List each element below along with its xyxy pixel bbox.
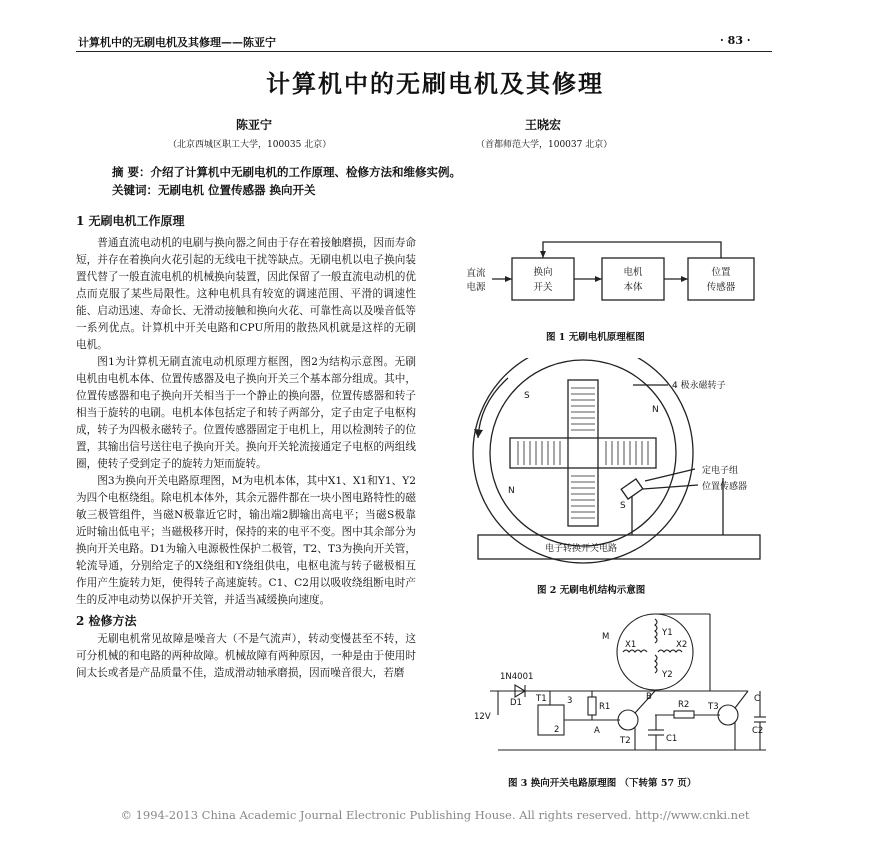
section-1-heading: 1 无刷电机工作原理	[76, 214, 185, 228]
section-1-paragraph-1: 普通直流电动机的电刷与换向器之间由于存在着接触磨损，因而寿命短，并存在着换向火花引起的无线电干扰等缺点。无刷电机以电子换向装置代替了一般直流电机的机械换向装置，因此保留了一般直流电动机的优点而克服了某些局限性。这种电机具有较宽的调速范围、平滑的调速性能、启动迅速、寿命长、无滑动接触和换向火花、可靠性高以及噪音低等一系列优点。计算机中开关电路和CPU所用的散热风机就是这样的无刷电机。	[76, 237, 416, 351]
figure-3-caption: 图 3 换向开关电路原理图 （下转第 57 页）	[508, 778, 697, 789]
section-2-paragraph-1: 无刷电机常见故障是噪音大（不是气流声），转动变慢甚至不转，这可分机械的和电路的两种故障。机械故障有两种原因，一种是由于使用时间太长或者是产品质量不佳，造成滑动轴承磨损，因而噪音很大，若磨	[76, 633, 416, 679]
author-2-affiliation: （首都师范大学，100037 北京）	[476, 140, 613, 150]
fig2-pole-s-top: S	[524, 391, 530, 401]
fig2-rotor-label: 4 极永磁转子	[672, 381, 726, 391]
fig3-d1: D1	[510, 698, 522, 708]
fig3-t3: T3	[708, 702, 719, 712]
rotor-bar-vertical	[568, 380, 598, 526]
fig3-c2: C2	[752, 726, 764, 736]
figure-2-motor-structure	[440, 358, 770, 573]
fig1-box1-line1: 换向	[533, 267, 553, 278]
author-1-affiliation: （北京西城区职工大学，100035 北京）	[168, 140, 332, 150]
fig3-x2: X2	[676, 640, 688, 650]
rotor-bar-horizontal	[510, 438, 656, 468]
keywords: 关键词：无刷电机 位置传感器 换向开关	[112, 183, 316, 197]
fig3-r1: R1	[599, 702, 611, 712]
fig3-c1: C1	[666, 734, 678, 744]
copyright-footer: © 1994-2013 China Academic Journal Electronic Publishing House. All rights reserved. http://www.cnki.net	[120, 808, 750, 822]
fig3-t2: T2	[620, 736, 631, 746]
header-rule	[76, 51, 772, 52]
fig1-box1-line2: 开关	[533, 282, 553, 293]
position-sensor-box	[688, 258, 754, 300]
winding-y2	[655, 655, 657, 673]
fig1-box3-line2: 传感器	[706, 282, 736, 293]
fig3-diode: 1N4001	[500, 672, 534, 682]
fig3-pin2: 2	[554, 725, 560, 735]
winding-x2	[658, 650, 682, 652]
figure-1-caption: 图 1 无刷电机原理框图	[546, 332, 645, 343]
fig3-c: C	[754, 694, 760, 704]
fig3-x1: X1	[625, 640, 637, 650]
fig3-t1: T1	[536, 694, 547, 704]
fig1-box2-line2: 本体	[623, 282, 643, 293]
fig2-switch-circuit-label: 电子转换开关电路	[545, 544, 618, 554]
author-1-name: 陈亚宁	[236, 118, 273, 132]
figure-3-circuit	[470, 605, 770, 770]
fig3-r2: R2	[678, 700, 690, 710]
fig3-12v: 12V	[474, 712, 491, 722]
section-1-paragraph-3: 图3为换向开关电路原理图，M为电机本体，其中X1、X1和Y1、Y2为四个电枢绕组。除电机本体外，其余元器件都在一块小图电路特性的磁敏三极管组件，当磁N极靠近它时，输出端2脚输出高电平；当磁S极靠近时输出低电平；当磁极移开时，保持的来的电平不变。图中其余部分为换向开关电路。D1为输入电源极性保护二极管，T2、T3为换向开关管，轮流导通，分别给定子的X绕组和Y绕组供电，电枢电流与转子磁极相互作用产生旋转力矩，使得转子高速旋转。C1、C2用以吸收绕组断电时产生的反冲电动势以保护开关管，并适当减缓换向速度。	[76, 475, 416, 606]
fig2-pole-n-top: N	[652, 405, 659, 415]
fig2-stator-label: 定电子组	[702, 466, 739, 476]
fig3-pin3: 3	[567, 696, 573, 706]
commutation-switch-box	[512, 258, 574, 300]
stator-outer-ring	[473, 358, 693, 563]
motor-body-box	[602, 258, 664, 300]
hall-sensor-t1	[538, 705, 564, 735]
running-header-title: 计算机中的无刷电机及其修理——陈亚宁	[78, 36, 276, 49]
fig1-box3-line1: 位置	[711, 267, 731, 278]
figure-2-caption: 图 2 无刷电机结构示意图	[537, 585, 646, 596]
winding-x1	[623, 650, 647, 652]
winding-y1	[655, 619, 657, 643]
section-2-heading: 2 检修方法	[76, 614, 137, 628]
author-2-name: 王晓宏	[525, 118, 562, 132]
fig1-input-label-2: 电源	[466, 282, 486, 293]
fig3-y2: Y2	[662, 670, 673, 680]
fig2-sensor-label: 位置传感器	[702, 482, 748, 492]
fig3-b: B	[646, 692, 652, 702]
body-column	[76, 212, 416, 682]
fig3-a: A	[594, 726, 600, 736]
abstract: 摘 要：介绍了计算机中无刷电机的工作原理、检修方法和维修实例。	[112, 165, 461, 179]
fig2-pole-s-bottom: S	[620, 501, 626, 511]
section-1-paragraph-2: 图1为计算机无刷直流电动机原理方框图，图2为结构示意图。无刷电机由电机本体、位置传感器及电子换向开关三个基本部分组成。其中，位置传感器和电子换向开关相当于一个静止的换向器，位置传感器和转子相当于旋转的电刷。电机本体包括定子和转子两部分，定子由定子电枢构成，转子为四极永磁转子。位置传感器固定于电机上，用以检测转子的位置，其输出信号送往电子换向开关。换向开关轮流接通定子电枢的两组线圈，使转子受到定子的旋转力矩而旋转。	[76, 356, 416, 470]
page-number: · 83 ·	[720, 34, 751, 47]
resistor-r1	[588, 697, 596, 715]
fig3-y1: Y1	[662, 628, 673, 638]
figure-1-block-diagram	[460, 230, 770, 322]
article-title: 计算机中的无刷电机及其修理	[266, 69, 604, 98]
resistor-r2	[674, 711, 694, 718]
fig1-input-label-1: 直流	[466, 268, 486, 279]
fig3-m: M	[602, 632, 610, 642]
fig1-box2-line1: 电机	[623, 267, 643, 278]
fig2-pole-n-bottom: N	[508, 486, 515, 496]
